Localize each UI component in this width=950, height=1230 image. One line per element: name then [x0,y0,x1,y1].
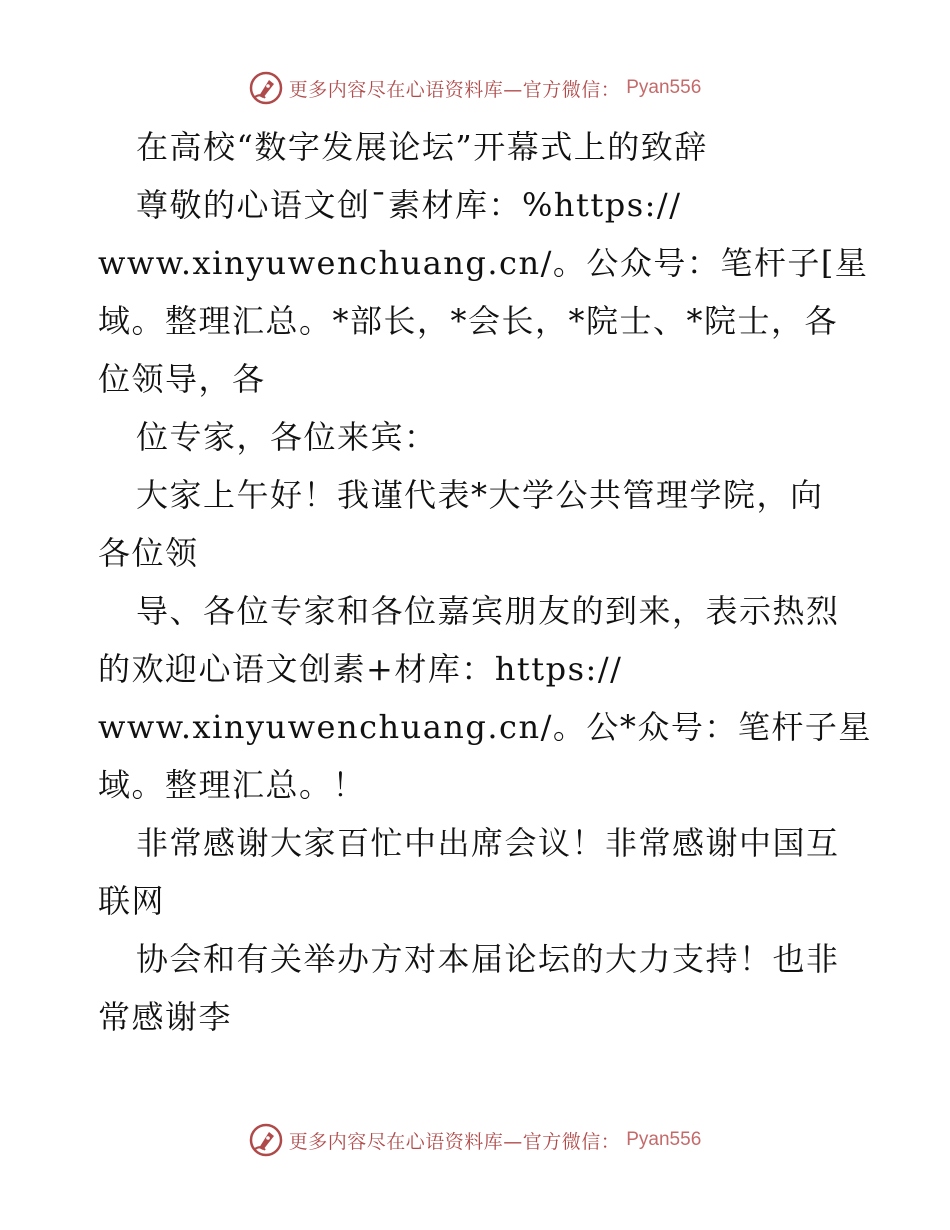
paragraph-line: www.xinyuwenchuang.cn/。公*众号：笔杆子星 [98,708,872,746]
paragraph-line: 联网 [98,882,166,920]
watermark-label: 更多内容尽在心语资料库—官方微信： [288,78,621,101]
paragraph-line: 导、各位专家和各位嘉宾朋友的到来，表示热烈 [136,592,840,630]
pen-nib-icon [249,71,283,105]
header-watermark [0,66,950,110]
paragraph-line: 大家上午好！我谨代表*大学公共管理学院，向 [136,476,824,514]
watermark-account: Pyan556 [626,77,702,98]
document-body [98,118,872,1046]
paragraph-line: 域。整理汇总。！ [98,766,367,804]
paragraph-line: 尊敬的心语文创¯素材库：%https:// [136,186,682,224]
paragraph-line: 的欢迎心语文创素+材库：https:// [98,650,623,688]
paragraph-line: 位领导，各 [98,360,266,398]
pen-nib-icon [249,1123,283,1157]
watermark-label: 更多内容尽在心语资料库—官方微信： [288,1130,621,1153]
paragraph-line: 各位领 [98,534,199,572]
paragraph-line: 域。整理汇总。*部长，*会长，*院士、*院士，各 [98,302,839,340]
footer-watermark [0,1118,950,1162]
paragraph-line: 位专家，各位来宾： [136,418,438,456]
document-title: 在高校“数字发展论坛”开幕式上的致辞 [136,128,708,166]
paragraph-line: 常感谢李 [98,998,233,1036]
paragraph-line: www.xinyuwenchuang.cn/。公众号：笔杆子[星 [98,244,869,282]
watermark-account: Pyan556 [626,1129,702,1150]
paragraph-line: 协会和有关举办方对本届论坛的大力支持！也非 [136,940,840,978]
paragraph-line: 非常感谢大家百忙中出席会议！非常感谢中国互 [136,824,840,862]
